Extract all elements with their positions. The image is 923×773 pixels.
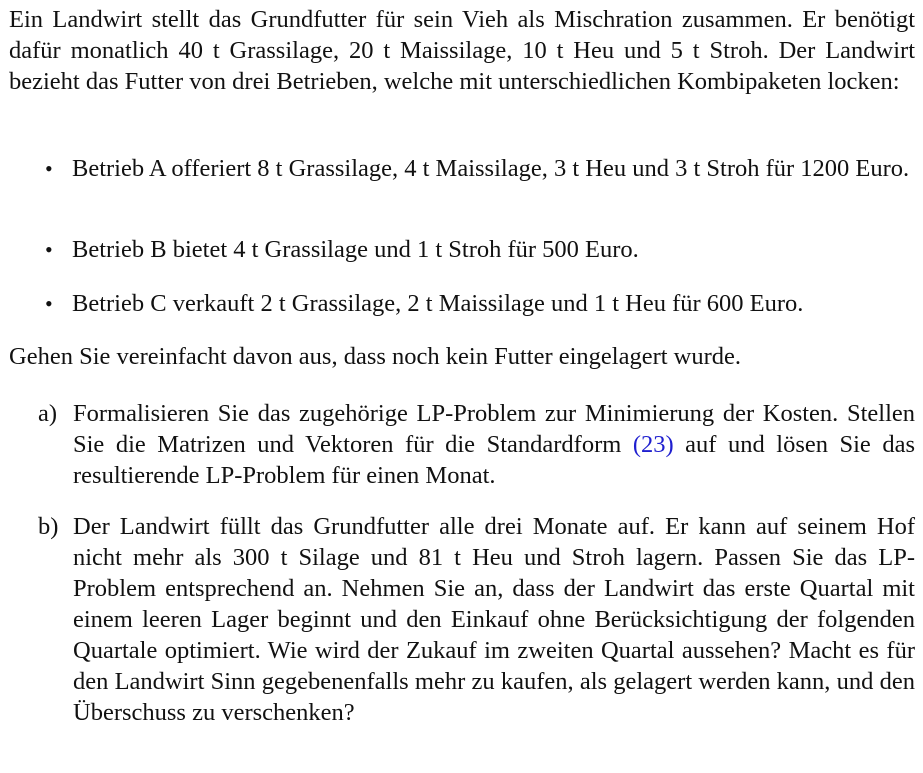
equation-reference-link[interactable]: (23) xyxy=(632,431,674,458)
task-text-start: Formalisieren Sie das zugehörige LP-Problem zur Minimierung der Kosten. Stellen Sie die Matrizen und Vektoren für die Standardform xyxy=(73,400,915,458)
offer-text: Betrieb B bietet 4 t Grassilage und 1 t Stroh für 500 Euro. xyxy=(72,236,639,263)
offer-text: Betrieb C verkauft 2 t Grassilage, 2 t Maissilage und 1 t Heu für 600 Euro. xyxy=(72,290,804,317)
task-label: a) xyxy=(38,400,58,427)
intro-paragraph: Ein Landwirt stellt das Grundfutter für sein Vieh als Mischration zusammen. Er benötigt dafür monatlich 40 t Grassilage, 20 t Maissilage, 10 t Heu und 5 t Stroh. Der Landwirt bezieht das Futter von drei Betrieben, welche mit unterschiedlichen Kombipaketen locken: xyxy=(9,6,915,95)
bullet-icon: • xyxy=(45,156,53,181)
task-text-end: auf und lösen Sie das resultierende LP-Problem für einen Monat. xyxy=(73,431,915,489)
task-text xyxy=(73,398,915,491)
task-text: Der Landwirt füllt das Grundfutter alle drei Monate auf. Er kann auf seinem Hof nicht mehr als 300 t Silage und 81 t Heu und Stroh lagern. Passen Sie das LP-Problem entsprechend an. Nehmen Sie an, dass der Landwirt das erste Quartal mit einem leeren Lager beginnt und den Einkauf ohne Berücksichtigung der folgenden Quartale optimiert. Wie wird der Zukauf im zweiten Quartal aussehen? Macht es für den Landwirt Sinn gegebenenfalls mehr zu kaufen, als gelagert werden kann, und den Überschuss zu verschenken? xyxy=(73,513,915,726)
bullet-icon: • xyxy=(45,237,53,262)
bullet-icon: • xyxy=(45,291,53,316)
assumption-paragraph: Gehen Sie vereinfacht davon aus, dass noch kein Futter eingelagert wurde. xyxy=(9,343,742,370)
offer-text: Betrieb A offeriert 8 t Grassilage, 4 t Maissilage, 3 t Heu und 3 t Stroh für 1200 Euro. xyxy=(72,155,910,182)
task-label: b) xyxy=(38,513,59,540)
